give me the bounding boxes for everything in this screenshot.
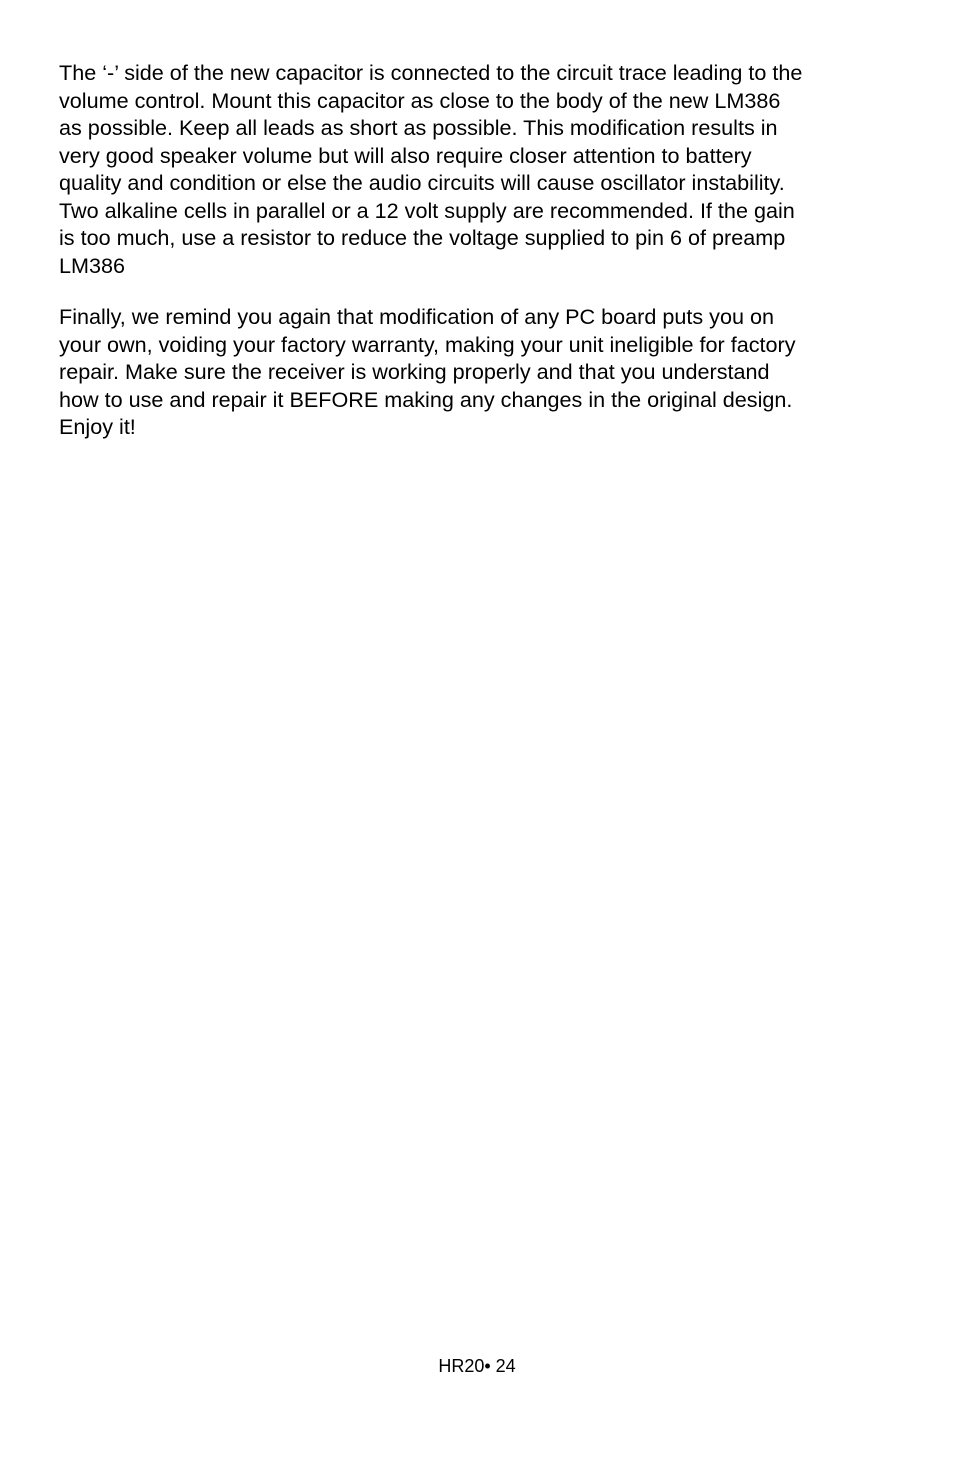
text-line: volume control. Mount this capacitor as close to the body of the new LM386 xyxy=(59,87,781,113)
text-line: your own, voiding your factory warranty, making your unit ineligible for factory xyxy=(59,331,796,357)
paragraph-warranty-warning xyxy=(59,303,899,441)
page-number: HR20• 24 xyxy=(438,1356,516,1376)
text-line: Enjoy it! xyxy=(59,414,136,439)
text-line: Two alkaline cells in parallel or a 12 volt supply are recommended. If the gain xyxy=(59,197,795,223)
page-footer xyxy=(0,1354,954,1378)
text-line: The ‘-’ side of the new capacitor is connected to the circuit trace leading to the xyxy=(59,60,803,85)
paragraph-capacitor-modification xyxy=(59,59,899,279)
text-line: very good speaker volume but will also require closer attention to battery xyxy=(59,142,752,168)
text-line: LM386 xyxy=(59,252,126,278)
text-line: Finally, we remind you again that modification of any PC board puts you on xyxy=(59,304,774,329)
text-line: is too much, use a resistor to reduce the voltage supplied to pin 6 of preamp xyxy=(59,225,786,250)
text-line: as possible. Keep all leads as short as possible. This modification results in xyxy=(59,115,778,140)
text-line: repair. Make sure the receiver is working properly and that you understand xyxy=(59,359,770,384)
text-line: quality and condition or else the audio circuits will cause oscillator instability. xyxy=(59,170,785,195)
text-line: how to use and repair it BEFORE making any changes in the original design. xyxy=(59,386,793,412)
